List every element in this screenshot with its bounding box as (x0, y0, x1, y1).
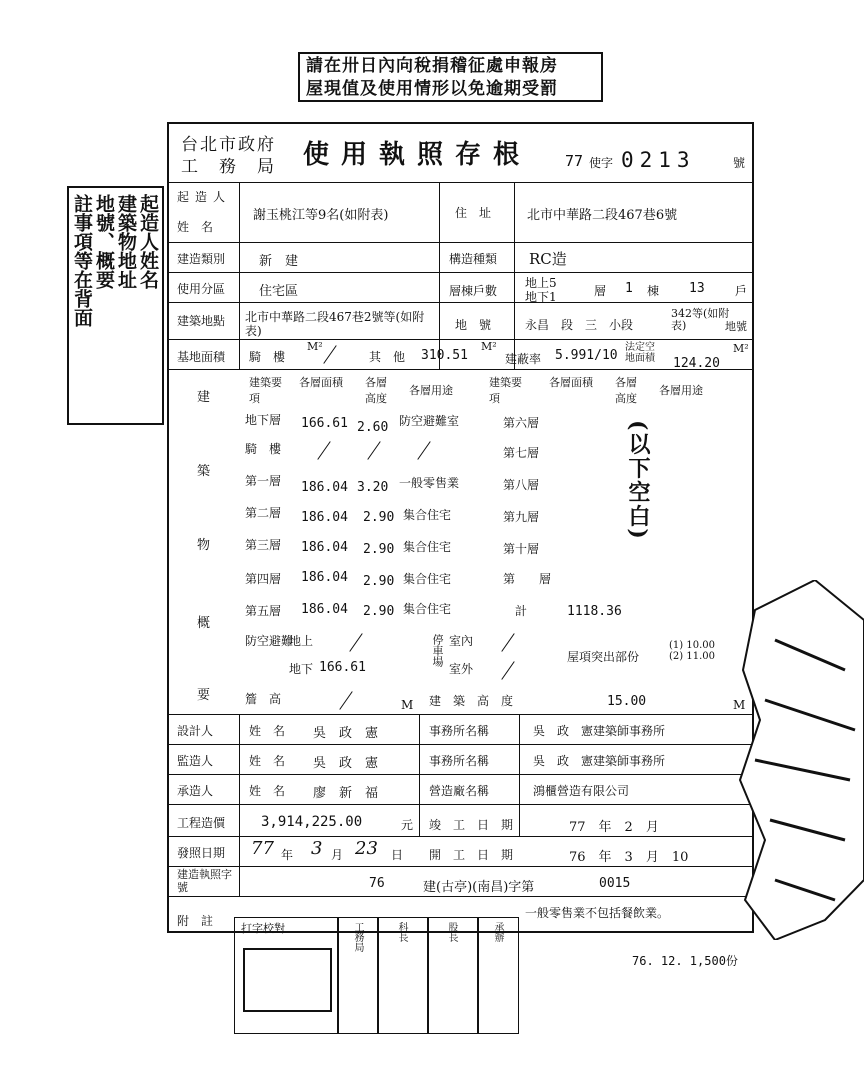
lot-label: 地 號 (455, 318, 492, 332)
building-unit: 棟 (647, 284, 660, 298)
page-title: 使用執照存根 (303, 140, 532, 170)
floor-area: 186.04 (301, 480, 348, 495)
cost-unit: 元 (401, 818, 414, 832)
issue-month: 3 (311, 838, 323, 859)
finish-date-label: 竣 工 日 期 (429, 818, 514, 832)
roof-label: 屋項突出部份 (567, 650, 640, 664)
agency-name: 台北市政府 (181, 135, 276, 155)
start-date-label: 開 工 日 期 (429, 848, 514, 862)
parking-label: 停車場 (431, 634, 444, 667)
header-height: 各層高度 (365, 376, 387, 405)
build-type-label: 建造類別 (177, 252, 226, 266)
header-area-right: 各層面積 (549, 376, 593, 389)
structure-label: 構造種類 (449, 252, 498, 266)
floor-name-right: 第九層 (503, 510, 540, 524)
household-count: 13 (689, 281, 705, 296)
issue-day: 23 (355, 838, 378, 859)
applicant-address-label: 住 址 (455, 206, 492, 220)
contractor-name: 廖 新 福 (313, 786, 379, 801)
floor-area: 186.04 (301, 510, 348, 525)
left-note-col-1: 起造人姓名 (137, 194, 159, 289)
building-count: 1 (625, 281, 633, 296)
left-note-col-4: 註事項等在背面 (71, 194, 93, 327)
sign-col (337, 917, 379, 1034)
shelter-label: 防空避難 (245, 634, 294, 648)
site-label: 建築地點 (177, 314, 226, 328)
eaves-label: 簷 高 (245, 692, 282, 706)
floor-height: 3.20 (357, 480, 389, 495)
side-label-1: 建 (197, 390, 211, 405)
supervisor-office-label: 事務所名稱 (429, 754, 490, 768)
floor-use: 防空避難室 (399, 414, 460, 428)
zone: 住宅區 (259, 284, 299, 299)
floor-name-right: 第七層 (503, 446, 540, 460)
floors-above: 地上5 (525, 276, 557, 290)
shelter-above: 地上 (289, 634, 314, 648)
supervisor-office: 吳 政 憲建築師事務所 (533, 754, 666, 768)
torn-paper (735, 580, 864, 940)
permit-year: 77 (565, 152, 584, 170)
total-area: 1118.36 (567, 604, 622, 619)
coverage-ratio: 5.991/10 (555, 348, 618, 363)
floor-height: 2.60 (357, 420, 389, 435)
floor-name: 第四層 (245, 572, 282, 586)
shelter-below: 地下 (289, 662, 314, 676)
floor-use: 集合住宅 (403, 602, 452, 616)
applicant-label: 起造人 (177, 190, 232, 204)
building-height-label: 建 築 高 度 (429, 694, 514, 708)
permit-number: 0213 (621, 148, 696, 172)
issue-year-unit: 年 (281, 848, 294, 862)
notice-line-2: 屋現值及使用情形以免逾期受罰 (306, 79, 558, 99)
typist-box (234, 917, 339, 1034)
lot-number: 342等(如附表) (671, 307, 730, 332)
floor-name-right: 第 層 (503, 572, 552, 586)
finish-date: 77 年 2 月 (569, 820, 659, 835)
floor-area: 186.04 (301, 602, 348, 617)
floor-name: 騎 樓 (245, 442, 282, 456)
permit-form (167, 122, 754, 933)
issue-date-label: 發照日期 (177, 846, 226, 860)
notice-line-1: 請在卅日內向稅捐稽征處申報房 (306, 56, 558, 76)
contractor-firm: 鴻櫃營造有限公司 (533, 784, 630, 798)
floor-area: 186.04 (301, 570, 348, 585)
supervisor-label: 監造人 (177, 754, 214, 768)
designer-office-label: 事務所名稱 (429, 724, 490, 738)
applicant-address: 北市中華路二段467巷6號 (527, 208, 678, 223)
start-date: 76 年 3 月 10 (569, 850, 689, 865)
floor-use: 集合住宅 (403, 572, 452, 586)
applicant-name: 謝玉桃江等9名(如附表) (253, 208, 389, 223)
remark-text: 一般零售業不包括餐飲業。 (525, 906, 670, 920)
side-label-3: 物 (197, 538, 211, 553)
legal-open-area: 124.20 (673, 356, 720, 371)
floors-label: 層棟戶數 (449, 284, 498, 298)
eaves-unit: M (401, 698, 414, 712)
side-label-2: 築 (197, 464, 211, 479)
remark-label: 附 註 (177, 914, 214, 928)
building-height: 15.00 (607, 694, 647, 709)
floor-use: 集合住宅 (403, 540, 452, 554)
shelter-below-area: 166.61 (319, 660, 366, 675)
left-note-col-3: 地號、概要 (93, 194, 115, 289)
floor-use: 一般零售業 (399, 476, 460, 490)
unit-m2: M² (481, 340, 497, 353)
left-note (67, 186, 164, 425)
agency-dept: 工 務 局 (181, 157, 276, 177)
issue-year: 77 (251, 838, 274, 859)
lot-section: 永昌 段 三 小段 (525, 318, 634, 332)
build-permit-text: 建(古亭)(南昌)字第 (423, 880, 535, 895)
floors-below: 地下1 (525, 290, 557, 304)
contractor-name-label: 姓 名 (249, 784, 286, 798)
legal-open-label: 法定空地面積 (625, 342, 655, 364)
cost-label: 工程造價 (177, 816, 226, 830)
sign-col-label: 股長 (446, 922, 457, 942)
designer-name: 吳 政 憲 (313, 726, 379, 741)
floor-area: 186.04 (301, 540, 348, 555)
header-height-right: 各層高度 (615, 376, 637, 405)
structure-type: RC造 (529, 250, 567, 268)
parking-outdoor: 室外 (449, 662, 474, 676)
unit-m2: M² (307, 340, 323, 353)
designer-office: 吳 政 憲建築師事務所 (533, 724, 666, 738)
floor-name-right: 第六層 (503, 416, 540, 430)
floor-name: 第五層 (245, 604, 282, 618)
supervisor-name-label: 姓 名 (249, 754, 286, 768)
designer-label: 設計人 (177, 724, 214, 738)
floor-height: 2.90 (363, 574, 395, 589)
header-use: 各層用途 (409, 384, 453, 397)
lot-suffix: 地號 (725, 320, 747, 333)
header-area: 各層面積 (299, 376, 343, 389)
side-label-4: 概 (197, 616, 211, 631)
cost-value: 3,914,225.00 (261, 814, 363, 830)
contractor-label: 承造人 (177, 784, 214, 798)
floor-height: 2.90 (363, 510, 395, 525)
site-address: 北市中華路二段467巷2號等(如附表) (245, 310, 425, 338)
permit-type: 使字 (589, 156, 614, 170)
floor-height: 2.90 (363, 604, 395, 619)
other-area: 310.51 (421, 348, 468, 363)
typist-label: 打字校對 (241, 922, 285, 935)
header-use-right: 各層用途 (659, 384, 703, 397)
build-permit-number: 0015 (599, 876, 631, 891)
left-note-col-2: 建築物地址 (115, 194, 137, 289)
sign-col-label: 工務局 (352, 922, 363, 952)
unit-m2: M² (733, 342, 749, 355)
zone-label: 使用分區 (177, 282, 226, 296)
sign-col-label: 承辦 (492, 922, 503, 942)
floor-height: 2.90 (363, 542, 395, 557)
coverage-label: 建蔽率 (505, 352, 542, 366)
floor-name: 地下層 (245, 413, 282, 427)
total-label: 計 (515, 604, 528, 618)
base-area-label: 基地面積 (177, 350, 226, 364)
applicant-name-label: 姓 名 (177, 220, 214, 234)
floor-name: 第一層 (245, 474, 282, 488)
floor-name-right: 第八層 (503, 478, 540, 492)
blank-note: (以下空白) (625, 420, 651, 541)
floor-area: 166.61 (301, 416, 348, 431)
notice-stamp (298, 52, 603, 102)
floor-name-right: 第十層 (503, 542, 540, 556)
household-unit: 戶 (735, 284, 748, 298)
build-type: 新 建 (259, 254, 299, 269)
building-height-unit: M (733, 698, 746, 712)
sign-col (427, 917, 479, 1034)
issue-day-unit: 日 (391, 848, 404, 862)
build-permit-label: 建造執照字號 (177, 868, 232, 894)
parking-indoor: 室內 (449, 634, 474, 648)
seal-stamp (243, 948, 332, 1012)
sign-col (477, 917, 519, 1034)
side-label-5: 要 (197, 688, 211, 703)
issue-month-unit: 月 (331, 848, 344, 862)
floor-name: 第二層 (245, 506, 282, 520)
other-label: 其 他 (369, 350, 406, 364)
contractor-firm-label: 營造廠名稱 (429, 784, 490, 798)
sign-col-label: 科長 (396, 922, 407, 942)
roof-value: (1) 10.00 (2) 11.00 (669, 640, 715, 662)
floor-use: 集合住宅 (403, 508, 452, 522)
floor-name: 第三層 (245, 538, 282, 552)
arcade-label: 騎 樓 (249, 350, 286, 364)
floors-unit: 層 (594, 284, 607, 298)
supervisor-name: 吳 政 憲 (313, 756, 379, 771)
header-item: 建築要項 (249, 376, 282, 405)
build-permit-year: 76 (369, 876, 385, 891)
print-note: 76. 12. 1,500份 (632, 954, 738, 968)
sign-col (377, 917, 429, 1034)
permit-suffix: 號 (733, 156, 746, 170)
designer-name-label: 姓 名 (249, 724, 286, 738)
header-item-right: 建築要項 (489, 376, 522, 405)
